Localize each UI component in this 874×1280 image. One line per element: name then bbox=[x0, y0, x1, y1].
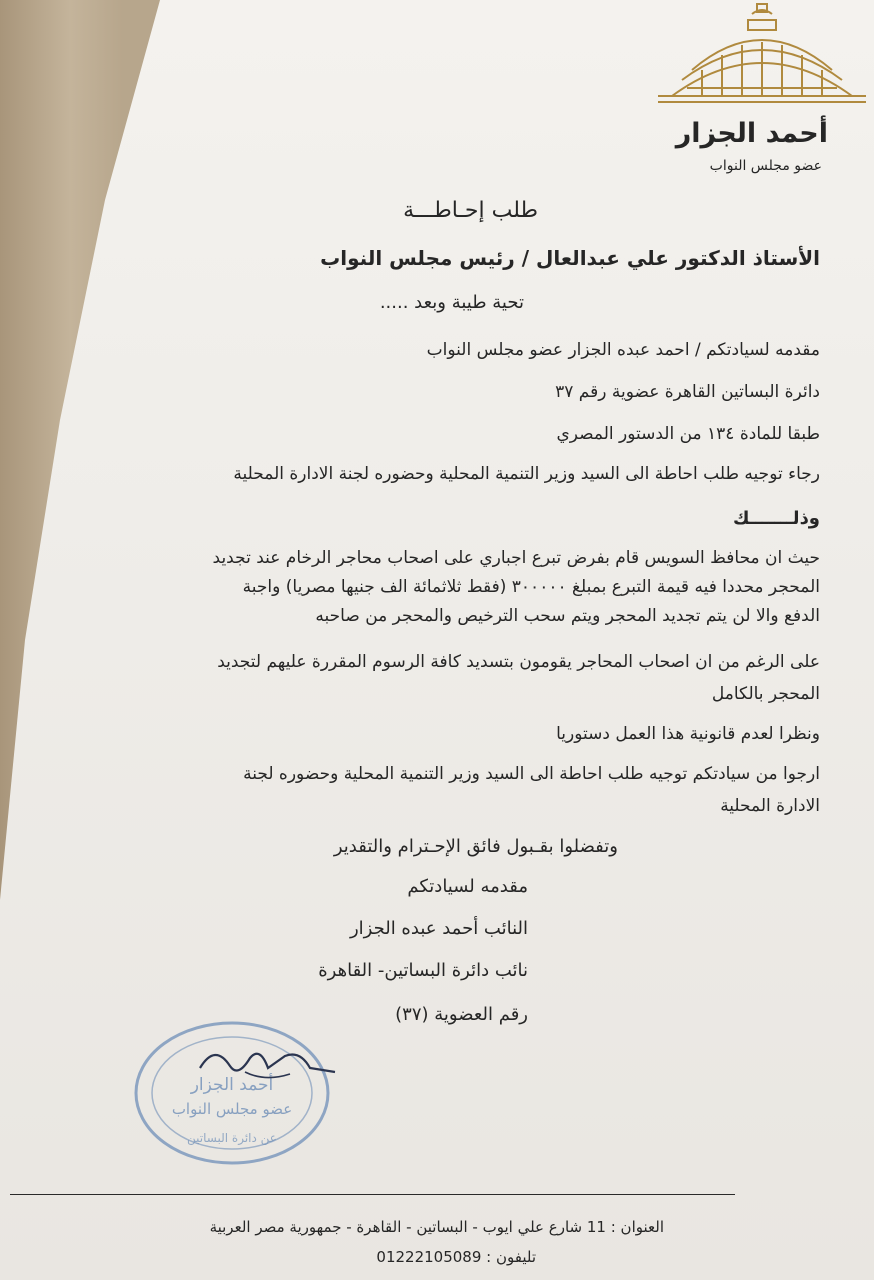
letter-addressee: الأستاذ الدكتور علي عبدالعال / رئيس مجلس النواب bbox=[320, 246, 820, 270]
intro-line: طبقا للمادة ١٣٤ من الدستور المصري bbox=[556, 424, 820, 444]
body-line: حيث ان محافظ السويس قام بفرض تبرع اجباري على اصحاب محاجر الرخام عند تجديد bbox=[212, 548, 820, 568]
intro-line: مقدمه لسيادتكم / احمد عبده الجزار عضو مجلس النواب bbox=[426, 340, 820, 360]
stamp-name: أحمد الجزار bbox=[190, 1075, 274, 1095]
intro-line: رجاء توجيه طلب احاطة الى السيد وزير التنمية المحلية وحضوره لجنة الادارة المحلية bbox=[233, 464, 820, 484]
signature-line: مقدمه لسيادتكم bbox=[407, 876, 528, 897]
signature-line: النائب أحمد عبده الجزار bbox=[349, 918, 528, 939]
body-line: على الرغم من ان اصحاب المحاجر يقومون بتسديد كافة الرسوم المقررة عليهم لتجديد bbox=[217, 652, 820, 672]
letter-greeting: تحية طيبة وبعد ..... bbox=[379, 292, 524, 313]
letter-subject: طلب إحـاطـــة bbox=[403, 198, 538, 223]
stamp-role: عضو مجلس النواب bbox=[171, 1100, 293, 1118]
footer-phone: تليفون : 01222105089 bbox=[376, 1248, 536, 1266]
body-line: المحجر محددا فيه قيمة التبرع بمبلغ ٣٠٠٠٠٠ (فقط ثلاثمائة الف جنيها مصريا) واجبة bbox=[242, 577, 820, 597]
member-name: أحمد الجزار bbox=[675, 118, 828, 149]
section-heading: وذلـــــــك bbox=[732, 508, 820, 529]
parliament-dome-logo bbox=[652, 0, 872, 112]
intro-line: دائرة البساتين القاهرة عضوية رقم ٣٧ bbox=[555, 382, 820, 402]
member-role: عضو مجلس النواب bbox=[709, 158, 822, 174]
body-line: المحجر بالكامل bbox=[711, 684, 820, 704]
signature-line: رقم العضوية (٣٧) bbox=[395, 1004, 528, 1025]
footer-address: العنوان : 11 شارع علي ايوب - البساتين - القاهرة - جمهورية مصر العربية bbox=[209, 1218, 664, 1236]
stamp-district: عن دائرة البساتين bbox=[187, 1131, 277, 1145]
closing-line: وتفضلوا بقـبول فائق الإحـترام والتقدير bbox=[333, 836, 618, 857]
body-line: ونظرا لعدم قانونية هذا العمل دستوريا bbox=[556, 724, 820, 744]
footer-divider bbox=[10, 1194, 735, 1195]
body-line: الدفع والا لن يتم تجديد المحجر ويتم سحب الترخيص والمحجر من صاحبه bbox=[315, 606, 820, 626]
signature-line: نائب دائرة البساتين- القاهرة bbox=[318, 960, 528, 981]
body-line: ارجوا من سيادتكم توجيه طلب احاطة الى السيد وزير التنمية المحلية وحضوره لجنة bbox=[243, 764, 820, 784]
body-line: الادارة المحلية bbox=[720, 796, 820, 816]
handwritten-signature bbox=[190, 1038, 340, 1088]
